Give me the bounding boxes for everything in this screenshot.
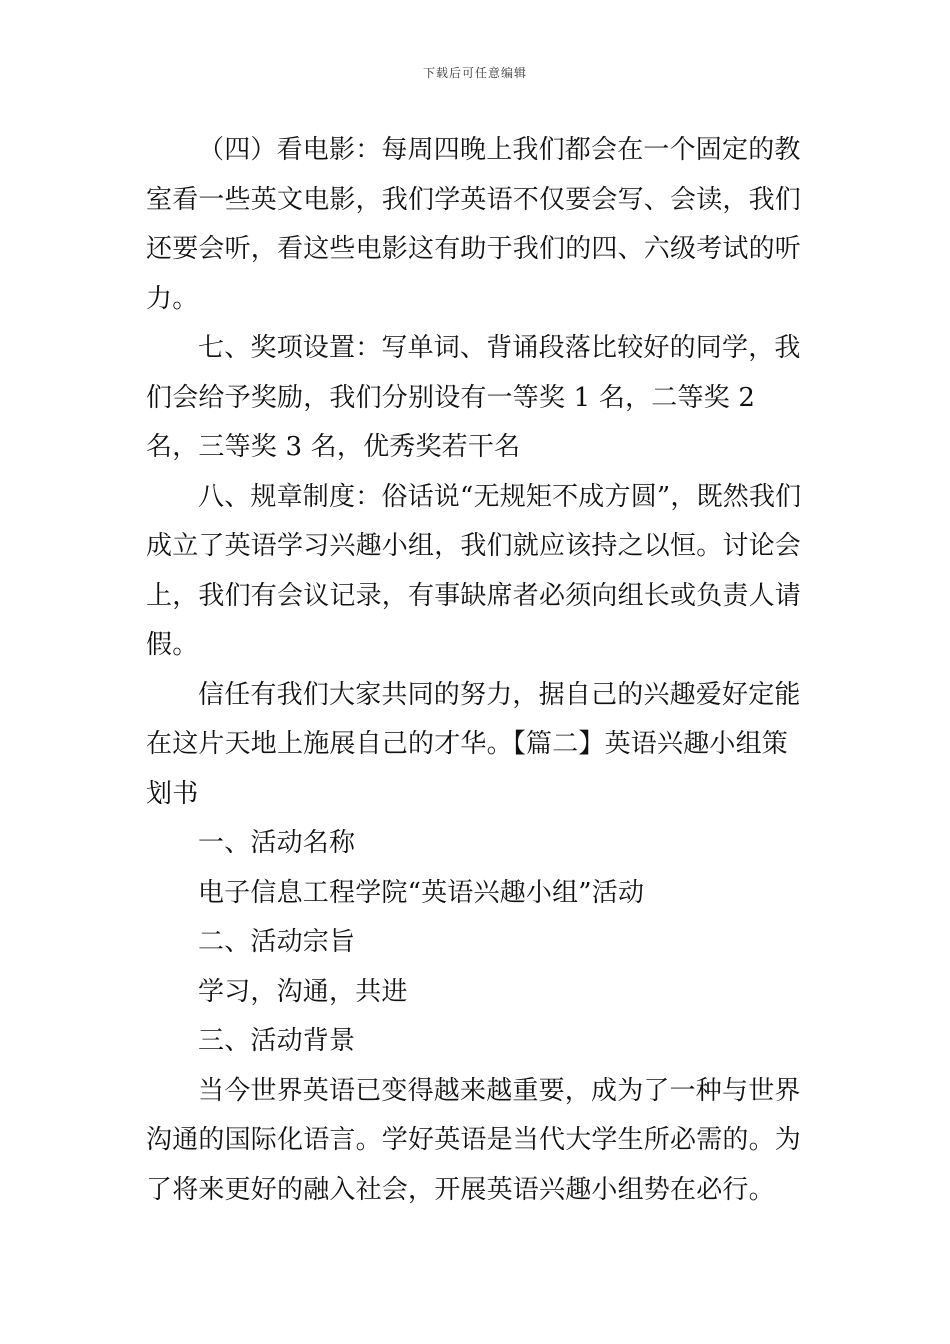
heading-activity-background: 三、活动背景 <box>198 1026 356 1056</box>
heading-activity-purpose: 二、活动宗旨 <box>198 927 356 957</box>
heading-activity-name: 一、活动名称 <box>198 828 356 858</box>
paragraph-activity-background: 当今世界英语已变得越来越重要，成为了一种与世界沟通的国际化语言。学好英语是当代大学生所必需的。为了将来更好的融入社会，开展英语兴趣小组势在必行。 <box>146 1075 802 1205</box>
paragraph-rules: 八、规章制度：俗话说“无规矩不成方圆”，既然我们成立了英语学习兴趣小组，我们就应该持之以恒。讨论会上，我们有会议记录，有事缺席者必须向组长或负责人请假。 <box>146 481 802 660</box>
document-body <box>146 126 808 1215</box>
paragraph-watch-movies: （四）看电影：每周四晚上我们都会在一个固定的教室看一些英文电影，我们学英语不仅要会写、会读，我们还要会听，看这些电影这有助于我们的四、六级考试的听力。 <box>146 135 802 314</box>
page-header: 下载后可任意编辑 <box>422 66 527 80</box>
paragraph-activity-purpose: 学习，沟通，共进 <box>198 976 408 1007</box>
paragraph-award-settings: 七、奖项设置：写单词、背诵段落比较好的同学，我们会给予奖励，我们分别设有一等奖 1 名，二等奖 2 名，三等奖 3 名，优秀奖若干名 <box>146 333 801 462</box>
paragraph-activity-name: 电子信息工程学院“英语兴趣小组”活动 <box>198 877 645 908</box>
paragraph-closing-and-part-two-title: 信任有我们大家共同的努力，据自己的兴趣爱好定能在这片天地上施展自己的才华。【篇二】英语兴趣小组策划书 <box>146 679 801 809</box>
